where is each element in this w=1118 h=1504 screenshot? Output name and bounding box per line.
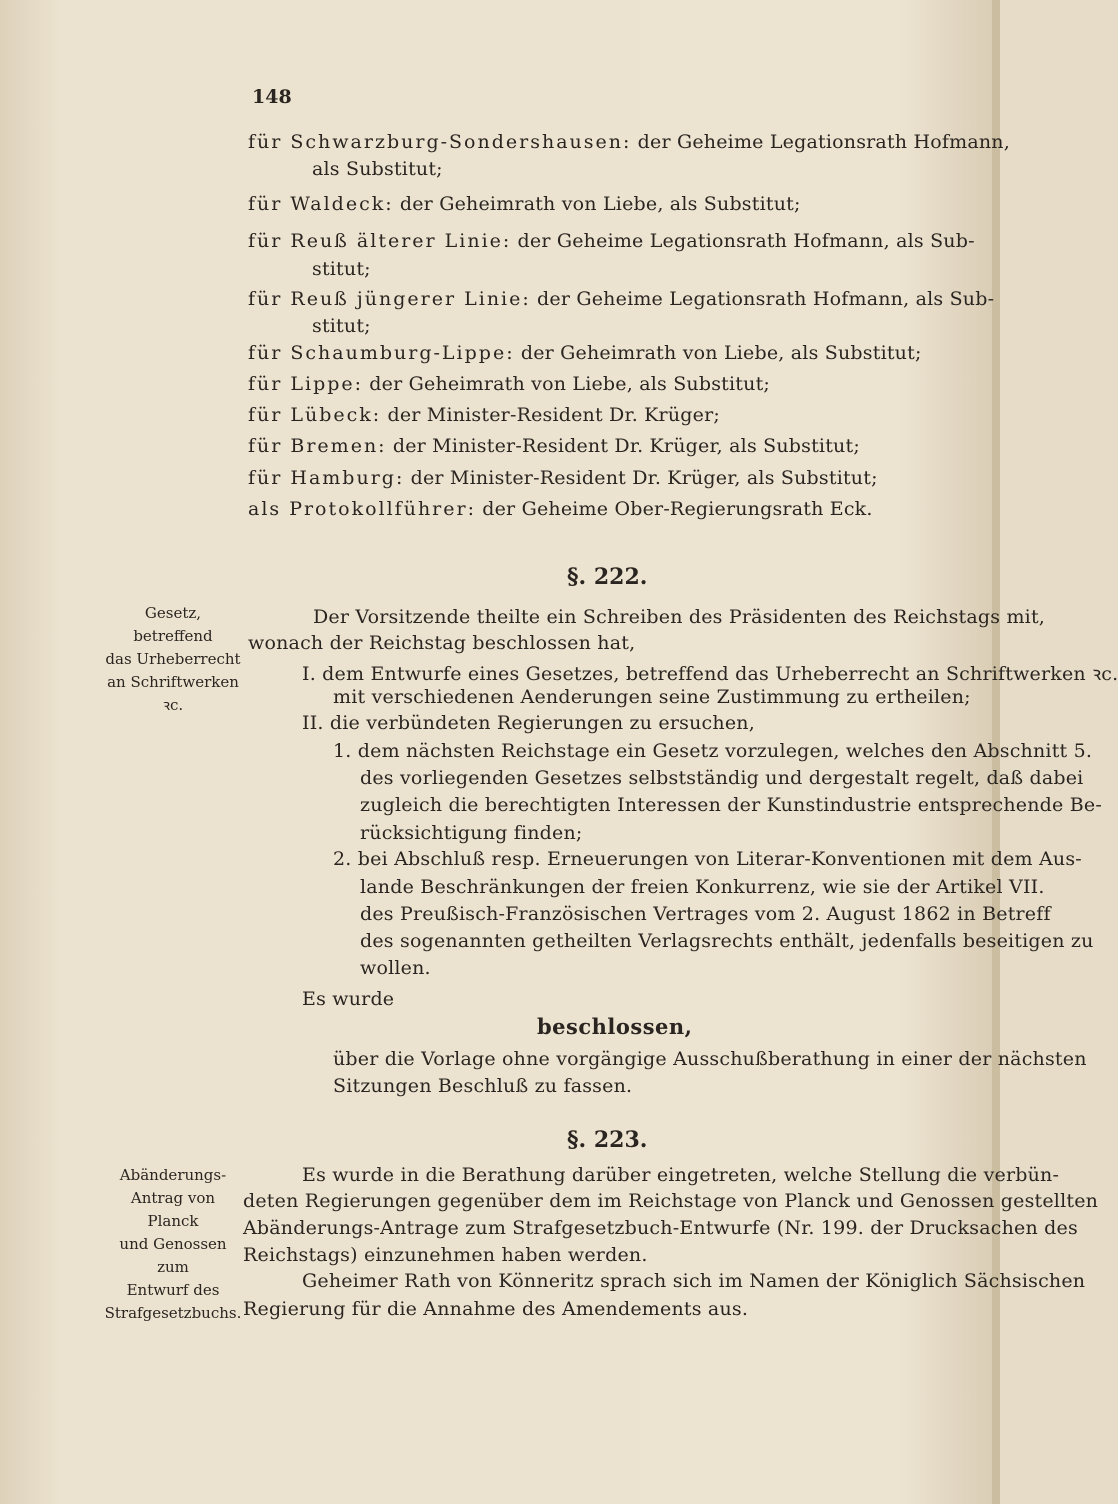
list-entry: stitut; [312,258,371,280]
list-entry: für Bremen: der Minister-Resident Dr. Krüger, als Substitut; [248,435,860,457]
section-heading: §. 223. [567,1127,648,1153]
state-name: für Lübeck: [248,404,382,426]
body-line: Es wurde in die Berathung darüber eingetreten, welche Stellung die verbün- [302,1164,1060,1186]
list-entry: für Lübeck: der Minister-Resident Dr. Krüger; [248,404,720,426]
body-line: 2. bei Abschluß resp. Erneuerungen von Literar-Konventionen mit dem Aus- [333,848,1082,870]
section-heading: §. 222. [567,564,648,590]
margin-note: Abänderungs- Antrag von Planck und Genossen zum Entwurf des Strafgesetzbuchs. [104,1166,242,1322]
body-line: II. die verbündeten Regierungen zu ersuchen, [302,712,755,734]
list-entry: als Protokollführer: der Geheime Ober-Regierungsrath Eck. [248,498,873,520]
body-line: 1. dem nächsten Reichstage ein Gesetz vorzulegen, welches den Abschnitt 5. [333,740,1093,762]
state-name: für Schwarzburg-Sondershausen: [248,131,632,153]
state-name: für Reuß älterer Linie: [248,230,512,252]
body-line: Regierung für die Annahme des Amendements aus. [243,1298,749,1320]
body-line: mit verschiedenen Aenderungen seine Zustimmung zu ertheilen; [333,686,971,708]
list-entry: für Hamburg: der Minister-Resident Dr. Krüger, als Substitut; [248,467,878,489]
state-name: für Bremen: [248,435,387,457]
body-line: Es wurde [302,988,395,1010]
body-line: des Preußisch-Französischen Vertrages vom 2. August 1862 in Betreff [360,903,1051,925]
state-name: als Protokollführer: [248,498,476,520]
list-entry: für Reuß jüngerer Linie: der Geheime Legationsrath Hofmann, als Sub- [248,288,995,310]
margin-note: Gesetz, betreffend das Urheberrecht an Schriftwerken ꝛc. [105,604,241,714]
body-line: Geheimer Rath von Könneritz sprach sich im Namen der Königlich Sächsischen [302,1270,1086,1292]
body-line: lande Beschränkungen der freien Konkurrenz, wie sie der Artikel VII. [360,876,1045,898]
body-line: Der Vorsitzende theilte ein Schreiben des Präsidenten des Reichstags mit, [313,606,1046,628]
list-entry: für Waldeck: der Geheimrath von Liebe, als Substitut; [248,193,801,215]
body-line: rücksichtigung finden; [360,822,583,844]
body-line: wollen. [360,957,431,979]
body-line: I. dem Entwurfe eines Gesetzes, betreffend das Urheberrecht an Schriftwerken ꝛc. [302,663,1118,685]
body-line: Abänderungs-Antrage zum Strafgesetzbuch-Entwurfe (Nr. 199. der Drucksachen des [243,1217,1078,1239]
state-name: für Lippe: [248,373,364,395]
state-name: für Reuß jüngerer Linie: [248,288,531,310]
list-entry: als Substitut; [312,158,443,180]
list-entry: für Schwarzburg-Sondershausen: der Geheime Legationsrath Hofmann, [248,131,1010,153]
body-line: Reichstags) einzunehmen haben werden. [243,1244,648,1266]
list-entry: für Reuß älterer Linie: der Geheime Legationsrath Hofmann, als Sub- [248,230,975,252]
state-name: für Schaumburg-Lippe: [248,342,515,364]
state-name: für Waldeck: [248,193,394,215]
page-number: 148 [252,86,292,108]
body-line: des vorliegenden Gesetzes selbstständig und dergestalt regelt, daß dabei [360,767,1084,789]
list-entry: stitut; [312,315,371,337]
body-line: Sitzungen Beschluß zu fassen. [333,1075,633,1097]
body-line: des sogenannten getheilten Verlagsrechts enthält, jedenfalls beseitigen zu [360,930,1094,952]
body-line: deten Regierungen gegenüber dem im Reichstage von Planck und Genossen gestellten [243,1190,1099,1212]
list-entry: für Lippe: der Geheimrath von Liebe, als Substitut; [248,373,771,395]
body-line: über die Vorlage ohne vorgängige Ausschußberathung in einer der nächsten [333,1048,1087,1070]
body-line: wonach der Reichstag beschlossen hat, [248,632,636,654]
body-line: zugleich die berechtigten Interessen der Kunstindustrie entsprechende Be- [360,794,1102,816]
list-entry: für Schaumburg-Lippe: der Geheimrath von Liebe, als Substitut; [248,342,922,364]
resolution-word: beschlossen, [537,1014,693,1039]
state-name: für Hamburg: [248,467,405,489]
